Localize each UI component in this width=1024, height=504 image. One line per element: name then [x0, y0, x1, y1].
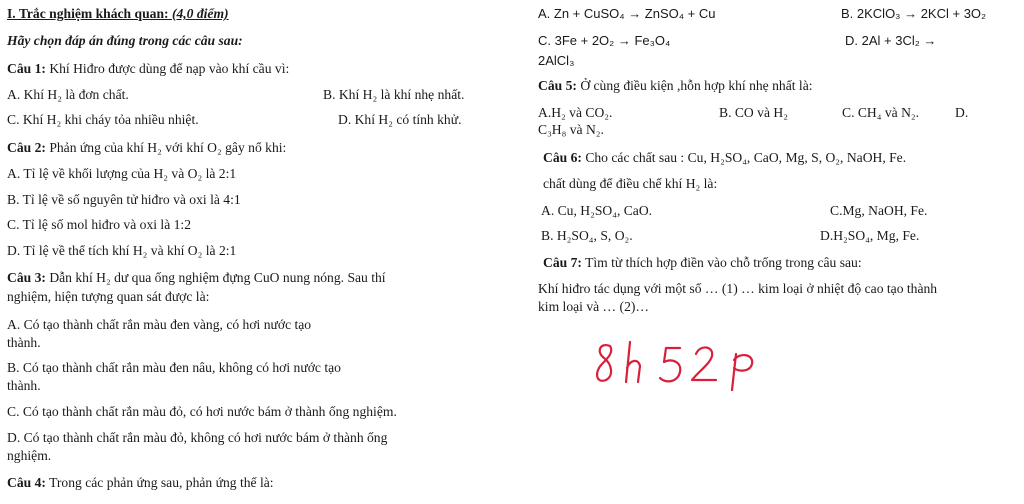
q5-option-c[interactable]: C. CH₄ và N₂.: [842, 105, 920, 120]
question-text: Khí Hiđro được dùng để nạp vào khí cầu vì:: [49, 61, 290, 76]
question-text: Phản ứng của khí H₂ với khí O₂ gây nổ khi:: [49, 140, 287, 155]
instruction: Hãy chọn đáp án đúng trong các câu sau:: [7, 33, 243, 48]
q4-option-a[interactable]: A. Zn + CuSO₄ → ZnSO₄ + Cu: [538, 6, 716, 21]
q5-option-d-cont: C₃H₈ và N₂.: [538, 122, 604, 137]
question-label: Câu 3:: [7, 270, 46, 285]
question-2: [7, 140, 286, 156]
q1-option-b[interactable]: B. Khí H₂ là khí nhẹ nhất.: [323, 87, 465, 102]
q2-option-d[interactable]: D. Tỉ lệ về thể tích khí H₂ và khí O₂ là 2:1: [7, 243, 237, 258]
q3-option-c[interactable]: C. Có tạo thành chất rắn màu đỏ, có hơi nước bám ở thành ống nghiệm.: [7, 404, 397, 419]
question-6: [543, 150, 906, 166]
question-4: [7, 475, 274, 491]
question-7: [543, 255, 862, 271]
q6-option-d[interactable]: D.H₂SO₄, Mg, Fe.: [820, 228, 920, 243]
q1-option-c[interactable]: C. Khí H₂ khi cháy tỏa nhiều nhiệt.: [7, 112, 199, 127]
q4-option-c[interactable]: C. 3Fe + 2O₂ → Fe₃O₄: [538, 33, 671, 48]
q4-option-d-cont: 2AlCl₃: [538, 53, 575, 68]
question-label: Câu 7:: [543, 255, 582, 270]
q5-option-a[interactable]: A.H₂ và CO₂.: [538, 105, 613, 120]
question-text-cont: chất dùng để điều chế khí H₂ là:: [543, 176, 718, 191]
question-text-cont: nghiệm, hiện tượng quan sát được là:: [7, 289, 210, 304]
q4-option-d[interactable]: D. 2Al + 3Cl₂ →: [845, 33, 937, 48]
section-heading: [7, 6, 229, 22]
q6-option-b[interactable]: B. H₂SO₄, S, O₂.: [541, 228, 633, 243]
q6-option-c[interactable]: C.Mg, NaOH, Fe.: [830, 203, 928, 218]
question-text: Trong các phản ứng sau, phản ứng thế là:: [49, 475, 274, 490]
q2-option-a[interactable]: A. Tỉ lệ về khối lượng của H₂ và O₂ là 2:1: [7, 166, 237, 181]
q5-option-b[interactable]: B. CO và H₂: [719, 105, 788, 120]
question-text: Cho các chất sau : Cu, H₂SO₄, CaO, Mg, S, O₂, NaOH, Fe.: [585, 150, 907, 165]
q3-option-b[interactable]: B. Có tạo thành chất rắn màu đen nâu, không có hơi nước tạo: [7, 360, 341, 375]
q6-option-a[interactable]: A. Cu, H₂SO₄, CaO.: [541, 203, 653, 218]
q4-option-b[interactable]: B. 2KClO₃ → 2KCl + 3O₂: [841, 6, 987, 21]
q7-line-2: kim loại và … (2)…: [538, 299, 649, 314]
question-label: Câu 5:: [538, 78, 577, 93]
q2-option-c[interactable]: C. Tỉ lệ số mol hiđro và oxi là 1:2: [7, 217, 192, 232]
question-label: Câu 2:: [7, 140, 46, 155]
section-points: (4,0 điểm): [171, 6, 229, 21]
question-text: Tìm từ thích hợp điền vào chỗ trống trong câu sau:: [585, 255, 862, 270]
q2-option-b[interactable]: B. Tỉ lệ về số nguyên tử hiđro và oxi là 4:1: [7, 192, 241, 207]
q1-option-a[interactable]: A. Khí H₂ là đơn chất.: [7, 87, 129, 102]
question-3: [7, 270, 386, 286]
q3-option-b-cont: thành.: [7, 378, 41, 393]
q7-line-1: Khí hiđro tác dụng với một số … (1) … kim loại ở nhiệt độ cao tạo thành: [538, 281, 938, 296]
handwritten-note: [588, 338, 778, 394]
question-5: [538, 78, 813, 94]
question-label: Câu 4:: [7, 475, 46, 490]
q5-option-d[interactable]: D.: [955, 105, 969, 120]
q3-option-d-cont: nghiệm.: [7, 448, 52, 463]
q3-option-d[interactable]: D. Có tạo thành chất rắn màu đỏ, không có hơi nước bám ở thành ống: [7, 430, 388, 445]
section-label: I. Trắc nghiệm khách quan:: [7, 6, 169, 21]
question-text: Ở cùng điều kiện ,hỗn hợp khí nhẹ nhất là:: [580, 78, 813, 93]
q3-option-a[interactable]: A. Có tạo thành chất rắn màu đen vàng, có hơi nước tạo: [7, 317, 312, 332]
question-1: [7, 61, 289, 77]
question-label: Câu 6:: [543, 150, 582, 165]
question-text: Dẫn khí H₂ dư qua ống nghiệm đựng CuO nung nóng. Sau thí: [49, 270, 386, 285]
question-label: Câu 1:: [7, 61, 46, 76]
q3-option-a-cont: thành.: [7, 335, 41, 350]
q1-option-d[interactable]: D. Khí H₂ có tính khử.: [338, 112, 462, 127]
